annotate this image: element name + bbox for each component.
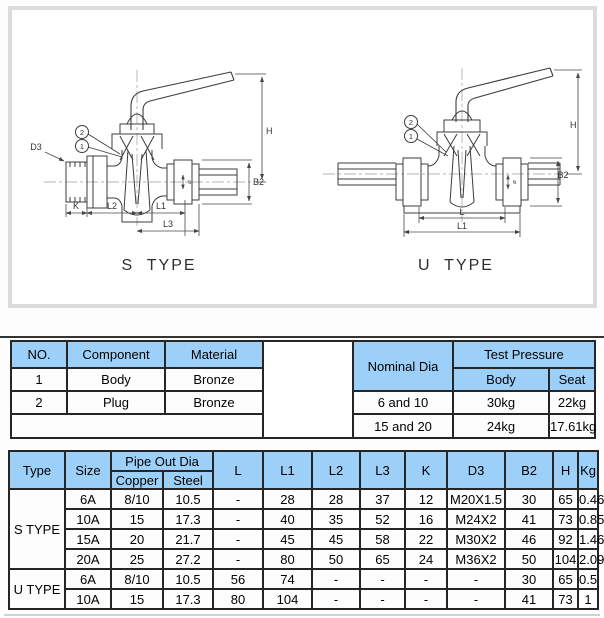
part-no: 1: [11, 368, 67, 391]
col-header-l3: L3: [360, 451, 405, 489]
dim-l: L: [459, 207, 465, 217]
cell: -: [213, 509, 263, 529]
cell: 50: [505, 549, 553, 569]
cell: 27.2: [163, 549, 213, 569]
cell: 37: [360, 489, 405, 509]
cell: 92: [553, 529, 578, 549]
dim-d3: D3: [30, 142, 42, 152]
part-material: Bronze: [165, 368, 263, 391]
col-header-no: NO.: [11, 341, 67, 368]
pressure-dia: 15 and 20: [353, 414, 453, 438]
cell: M20X1.5: [447, 489, 505, 509]
part-component: Plug: [67, 391, 165, 414]
col-header-material: Material: [165, 341, 263, 368]
cell-size: 10A: [65, 589, 111, 609]
col-header-k: K: [405, 451, 447, 489]
cell: 1.46: [578, 529, 598, 549]
dim-k: K: [72, 201, 80, 211]
cell-size: 6A: [65, 489, 111, 509]
balloon-1: 1: [79, 142, 85, 151]
s-type-caption: S TYPE: [121, 257, 197, 274]
cell: 16: [405, 509, 447, 529]
cell: -: [405, 589, 447, 609]
cell: 73: [553, 589, 578, 609]
cell: 45: [312, 529, 360, 549]
col-header-component: Component: [67, 341, 165, 368]
table-row: [9, 569, 598, 589]
cell: M24X2: [447, 509, 505, 529]
cell: 8/10: [111, 489, 163, 509]
s-type-drawing: [16, 54, 286, 254]
pressure-seat: 22kg: [549, 391, 595, 414]
dim-l1: L1: [456, 221, 468, 231]
dim-l1: L1: [155, 201, 167, 211]
col-header-l2: L2: [312, 451, 360, 489]
table-row: [9, 549, 598, 569]
parts-pressure-table: [10, 340, 596, 439]
cell: 50: [312, 549, 360, 569]
cell: 73: [553, 509, 578, 529]
balloon-2: 2: [79, 128, 85, 137]
cell: 0.46: [578, 489, 598, 509]
balloon-callouts: [76, 126, 123, 158]
cell: M30X2: [447, 529, 505, 549]
dimension-labels: [457, 120, 577, 231]
cell-size: 10A: [65, 509, 111, 529]
balloon-1: 1: [408, 132, 414, 141]
lever-handle: [131, 72, 234, 130]
cell-size: 15A: [65, 529, 111, 549]
cell: -: [405, 569, 447, 589]
cell: 22: [405, 529, 447, 549]
cell: -: [360, 589, 405, 609]
cell: 46: [505, 529, 553, 549]
cell: 65: [553, 569, 578, 589]
cell: -: [447, 589, 505, 609]
bore-label: ⌀: [512, 180, 518, 184]
cell: 52: [360, 509, 405, 529]
table-row: [9, 529, 598, 549]
cell: 15: [111, 509, 163, 529]
col-header-b2: B2: [505, 451, 553, 489]
col-header-steel: Steel: [163, 471, 213, 489]
dim-h: H: [266, 126, 273, 136]
cell: -: [312, 589, 360, 609]
cell-size: 6A: [65, 569, 111, 589]
cell-size: 20A: [65, 549, 111, 569]
cell: 25: [111, 549, 163, 569]
cell: 15: [111, 589, 163, 609]
col-header-test-pressure: Test Pressure: [453, 341, 595, 368]
dim-l3: L3: [162, 219, 174, 229]
u-type-drawing: [308, 54, 588, 254]
pressure-body: 24kg: [453, 414, 549, 438]
bottom-divider-line: [4, 614, 600, 616]
part-no: 2: [11, 391, 67, 414]
dim-l2: L2: [106, 201, 118, 211]
cell: 58: [360, 529, 405, 549]
table-row: [9, 489, 598, 509]
cell: 65: [553, 489, 578, 509]
u-type-caption: U TYPE: [418, 257, 494, 274]
col-header-l: L: [213, 451, 263, 489]
cell: -: [213, 549, 263, 569]
dimension-lines: [45, 74, 266, 236]
cell: 0.5: [578, 569, 598, 589]
cell: 104: [553, 549, 578, 569]
cell: 17.3: [163, 589, 213, 609]
cell: 45: [263, 529, 312, 549]
cell: -: [447, 569, 505, 589]
drawing-panel: [8, 6, 597, 308]
group-u-type: U TYPE: [9, 569, 65, 609]
dim-b2: B2: [557, 170, 569, 180]
cell: 74: [263, 569, 312, 589]
col-header-copper: Copper: [111, 471, 163, 489]
cell: 21.7: [163, 529, 213, 549]
group-s-type: S TYPE: [9, 489, 65, 569]
cell: 10.5: [163, 489, 213, 509]
dimension-spec-table: [8, 450, 604, 610]
cell: 12: [405, 489, 447, 509]
col-header-h: H: [553, 451, 578, 489]
cell: 80: [263, 549, 312, 569]
col-header-pipe-out-dia: Pipe Out Dia: [111, 451, 213, 471]
dim-h: H: [570, 120, 577, 130]
col-header-body: Body: [453, 368, 549, 391]
cell: -: [312, 569, 360, 589]
bore-label: ⌀: [187, 180, 193, 184]
valve-body: [66, 150, 167, 222]
cell: 56: [213, 569, 263, 589]
spacer-cell: [263, 341, 353, 438]
balloon-2: 2: [408, 118, 414, 127]
balloon-callouts: [405, 116, 449, 157]
cell: 35: [312, 509, 360, 529]
cell: 10.5: [163, 569, 213, 589]
cell: M36X2: [447, 549, 505, 569]
empty-cell: [11, 414, 263, 438]
cell: 30: [505, 569, 553, 589]
cell: 104: [263, 589, 312, 609]
cell: 17.3: [163, 509, 213, 529]
pressure-body: 30kg: [453, 391, 549, 414]
col-header-seat: Seat: [549, 368, 595, 391]
dim-b2: B2: [253, 177, 265, 187]
part-material: Bronze: [165, 391, 263, 414]
cell: 0.85: [578, 509, 598, 529]
cell: 24: [405, 549, 447, 569]
pipes: [338, 163, 560, 189]
dimension-lines: [404, 70, 582, 237]
cell: 28: [312, 489, 360, 509]
pressure-seat: 17.61kg: [549, 414, 595, 438]
table-row: [9, 509, 598, 529]
divider-line: [0, 336, 604, 338]
cell: -: [213, 529, 263, 549]
cell: 40: [263, 509, 312, 529]
cell: 20: [111, 529, 163, 549]
col-header-nominal-dia: Nominal Dia: [353, 341, 453, 391]
cell: 8/10: [111, 569, 163, 589]
col-header-kg: Kg: [578, 451, 598, 489]
table-row: [9, 589, 598, 609]
cell: 28: [263, 489, 312, 509]
col-header-d3: D3: [447, 451, 505, 489]
cell: -: [213, 489, 263, 509]
col-header-l1: L1: [263, 451, 312, 489]
cell: 65: [360, 549, 405, 569]
cell: 30: [505, 489, 553, 509]
col-header-type: Type: [9, 451, 65, 489]
cell: 1: [578, 589, 598, 609]
cell: 80: [213, 589, 263, 609]
cell: -: [360, 569, 405, 589]
cell: 2.09: [578, 549, 598, 569]
col-header-size: Size: [65, 451, 111, 489]
cell: 41: [505, 509, 553, 529]
part-component: Body: [67, 368, 165, 391]
cell: 41: [505, 589, 553, 609]
lever-handle: [456, 68, 553, 122]
pressure-dia: 6 and 10: [353, 391, 453, 414]
